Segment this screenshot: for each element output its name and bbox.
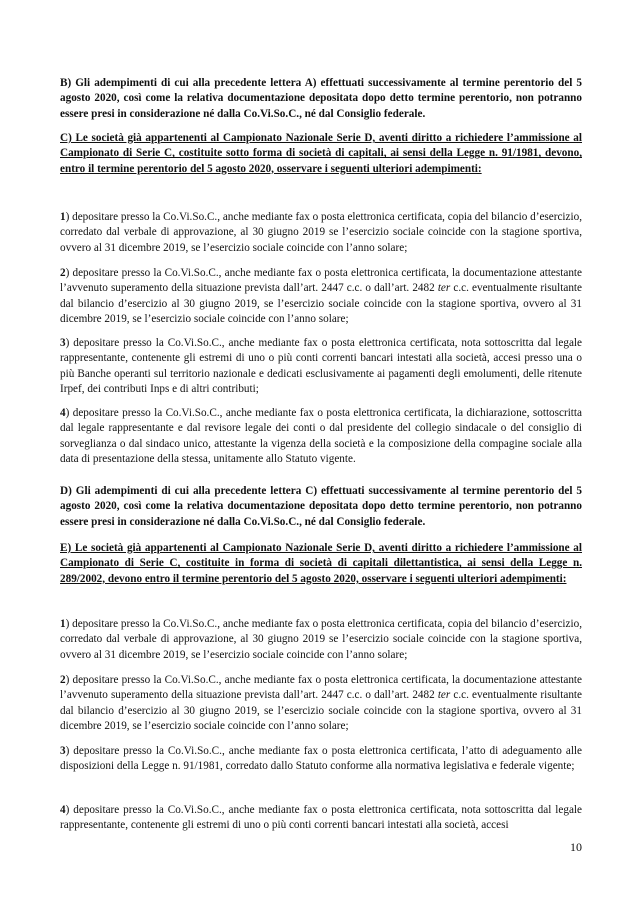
item-text-italic: ter xyxy=(437,689,451,702)
paragraph-c-heading: C) Le società già appartenenti al Campionato Nazionale Serie D, aventi diritto a richiedere l’ammissione al Campionato di Serie C, costituite sotto forma di società di capitali, ai sensi della Legge n. 91/1981, devono, entro il termine perentorio del 5 agosto 2020, osservare i seguenti ulteriori adempimenti: xyxy=(60,132,582,175)
item-text: ) depositare presso la Co.Vi.So.C., anche mediante fax o posta elettronica certificata, la documentazione attestante l’avvenuto superamento della situazione prevista dall’art. 2447 c.c. o dall’art. 2482 xyxy=(60,267,582,295)
item-number: 1 xyxy=(60,211,66,223)
paragraph-e-item-1 xyxy=(60,617,582,663)
item-number: 2 xyxy=(60,267,66,279)
paragraph-c-item-3 xyxy=(60,336,582,397)
item-text-italic: ter xyxy=(437,282,451,295)
item-text: ) depositare presso la Co.Vi.So.C., anche mediante fax o posta elettronica certificata, la dichiarazione, sottoscritta dal legale rappresentante e dal revisore legale dei conti o dal presidente del collegio sindacale o del consiglio di sorveglianza o dal sindaco unico, attestante la vigenza della società e la composizione della compagine sociale alla data di presentazione della stessa, unitamente allo Statuto vigente. xyxy=(60,407,582,465)
paragraph-c-item-1 xyxy=(60,210,582,256)
item-number: 3 xyxy=(60,745,66,757)
paragraph-e-item-2 xyxy=(60,673,582,734)
item-text: c.c. eventualmente risultante dal bilancio d’esercizio al 30 giugno 2019, se l’esercizio sociale coincide con la stagione sportiva, ovvero al 31 dicembre 2019, se l’esercizio sociale coincide con l’anno solare; xyxy=(60,282,582,325)
item-text: c.c. eventualmente risultante dal bilancio d’esercizio al 30 giugno 2019, se l’esercizio sociale coincide con la stagione sportiva, ovvero al 31 dicembre 2019, se l’esercizio sociale coincide con l’anno solare; xyxy=(60,689,582,732)
paragraph-c-item-4 xyxy=(60,406,582,467)
item-text: ) depositare presso la Co.Vi.So.C., anche mediante fax o posta elettronica certificata, nota sottoscritta dal legale rappresentante, contenente gli estremi di uno o più conti correnti bancari intestati alla società, accesi presso una o più Banche operanti sul territorio nazionale e dedicati esclusivamente ai pagamenti degli emolumenti, delle ritenute Irpef, dei contributi Inps e di altri contributi; xyxy=(60,337,582,395)
paragraph-e-item-4 xyxy=(60,803,582,834)
item-number: 2 xyxy=(60,674,66,686)
item-number: 4 xyxy=(60,407,66,419)
item-text: ) depositare presso la Co.Vi.So.C., anche mediante fax o posta elettronica certificata, la documentazione attestante l’avvenuto superamento della situazione prevista dall’art. 2447 c.c. o dall’art. 2482 xyxy=(60,674,582,702)
item-text: ) depositare presso la Co.Vi.So.C., anche mediante fax o posta elettronica certificata, nota sottoscritta dal legale rappresentante, contenente gli estremi di uno o più conti correnti bancari intestati alla società, accesi xyxy=(60,804,582,832)
item-text: ) depositare presso la Co.Vi.So.C., anche mediante fax o posta elettronica certificata, copia del bilancio d’esercizio, corredato dal verbale di approvazione, al 30 giugno 2019 se l’esercizio sociale coincide con la stagione sportiva, ovvero al 31 dicembre 2019, se l’esercizio sociale coincide con l’anno solare; xyxy=(60,211,582,254)
item-text: ) depositare presso la Co.Vi.So.C., anche mediante fax o posta elettronica certificata, copia del bilancio d’esercizio, corredato dal verbale di approvazione, al 30 giugno 2019 se l’esercizio sociale coincide con la stagione sportiva, ovvero al 31 dicembre 2019, se l’esercizio sociale coincide con l’anno solare; xyxy=(60,618,582,661)
item-number: 1 xyxy=(60,618,66,630)
paragraph-c-item-2 xyxy=(60,266,582,327)
paragraph-d: D) Gli adempimenti di cui alla precedente lettera C) effettuati successivamente al termine perentorio del 5 agosto 2020, così come la relativa documentazione depositata dopo detto termine perentorio, non potranno essere presi in considerazione né dalla Co.Vi.So.C., né dal Consiglio federale. xyxy=(60,485,582,528)
item-number: 3 xyxy=(60,337,66,349)
item-text: ) depositare presso la Co.Vi.So.C., anche mediante fax o posta elettronica certificata, l’atto di adeguamento alle disposizioni della Legge n. 91/1981, corredato dallo Statuto conforme alla normativa legislativa e federale vigente; xyxy=(60,745,582,773)
page-number: 10 xyxy=(570,840,582,854)
paragraph-b: B) Gli adempimenti di cui alla precedente lettera A) effettuati successivamente al termine perentorio del 5 agosto 2020, così come la relativa documentazione depositata dopo detto termine perentorio, non potranno essere presi in considerazione né dalla Co.Vi.So.C., né dal Consiglio federale. xyxy=(60,77,582,120)
item-number: 4 xyxy=(60,804,66,816)
paragraph-e-heading: E) Le società già appartenenti al Campionato Nazionale Serie D, aventi diritto a richiedere l’ammissione al Campionato di Serie C, costituite in forma di società di capitali dilettantistica, ai sensi della Legge n. 289/2002, devono entro il termine perentorio del 5 agosto 2020, osservare i seguenti ulteriori adempimenti: xyxy=(60,542,582,585)
paragraph-e-item-3 xyxy=(60,744,582,775)
